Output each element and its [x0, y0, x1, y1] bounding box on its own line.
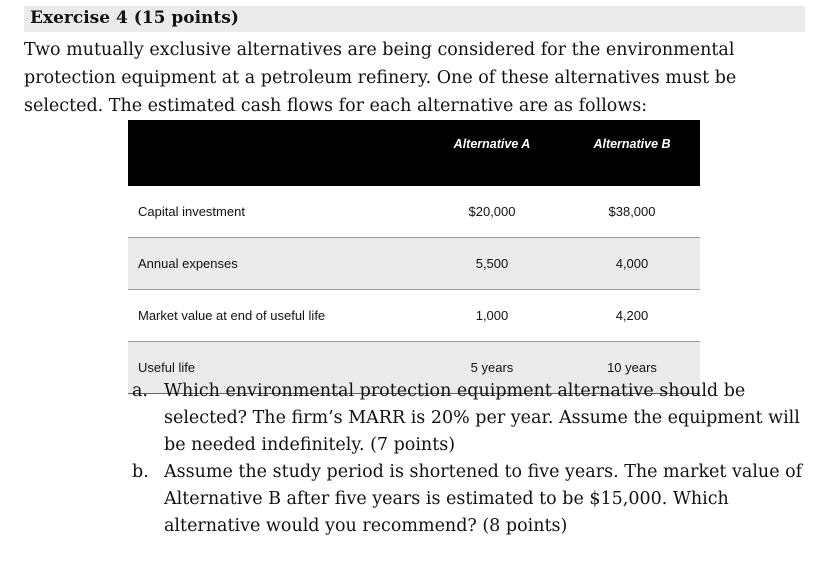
cell-alternative-a: $20,000 — [420, 186, 564, 238]
question-line: selected? The firm’s MARR is 20% per year. Assume the equipment will — [164, 408, 800, 428]
exercise-title: Exercise 4 (15 points) — [30, 8, 239, 28]
table-row — [128, 238, 700, 290]
intro-line: protection equipment at a petroleum refinery. One of these alternatives must be — [24, 68, 737, 88]
table-row — [128, 290, 700, 342]
cell-alternative-b: 10 years — [564, 342, 700, 394]
cell-alternative-b: 4,000 — [564, 238, 700, 290]
question-text — [164, 378, 800, 459]
table-row — [128, 186, 700, 238]
exercise-intro — [24, 36, 814, 120]
row-label: Capital investment — [128, 186, 420, 238]
cell-alternative-a: 5 years — [420, 342, 564, 394]
cell-alternative-b: 4,200 — [564, 290, 700, 342]
cell-alternative-b: $38,000 — [564, 186, 700, 238]
question-line: Alternative B after five years is estimated to be $15,000. Which — [164, 489, 729, 509]
question-line: Which environmental protection equipment alternative should be — [164, 381, 746, 401]
question-list — [132, 378, 812, 540]
header-cell-empty — [128, 120, 420, 186]
question-line: alternative would you recommend? (8 points) — [164, 516, 568, 536]
row-label: Useful life — [128, 342, 420, 394]
question-letter: a. — [132, 381, 148, 401]
question-letter: b. — [132, 462, 149, 482]
row-label: Annual expenses — [128, 238, 420, 290]
question-item — [132, 378, 812, 459]
exercise-title-bar — [24, 6, 805, 32]
question-text — [164, 459, 802, 540]
table-header-row — [128, 120, 700, 186]
header-alternative-a: Alternative A — [420, 120, 564, 186]
cell-alternative-a: 5,500 — [420, 238, 564, 290]
cell-alternative-a: 1,000 — [420, 290, 564, 342]
cash-flow-table — [128, 120, 700, 394]
intro-line: selected. The estimated cash flows for each alternative are as follows: — [24, 96, 648, 116]
intro-line: Two mutually exclusive alternatives are being considered for the environmental — [24, 40, 735, 60]
row-label: Market value at end of useful life — [128, 290, 420, 342]
question-line: Assume the study period is shortened to five years. The market value of — [164, 462, 803, 482]
question-line: be needed indefinitely. (7 points) — [164, 435, 456, 455]
header-alternative-b: Alternative B — [564, 120, 700, 186]
question-item — [132, 459, 812, 540]
